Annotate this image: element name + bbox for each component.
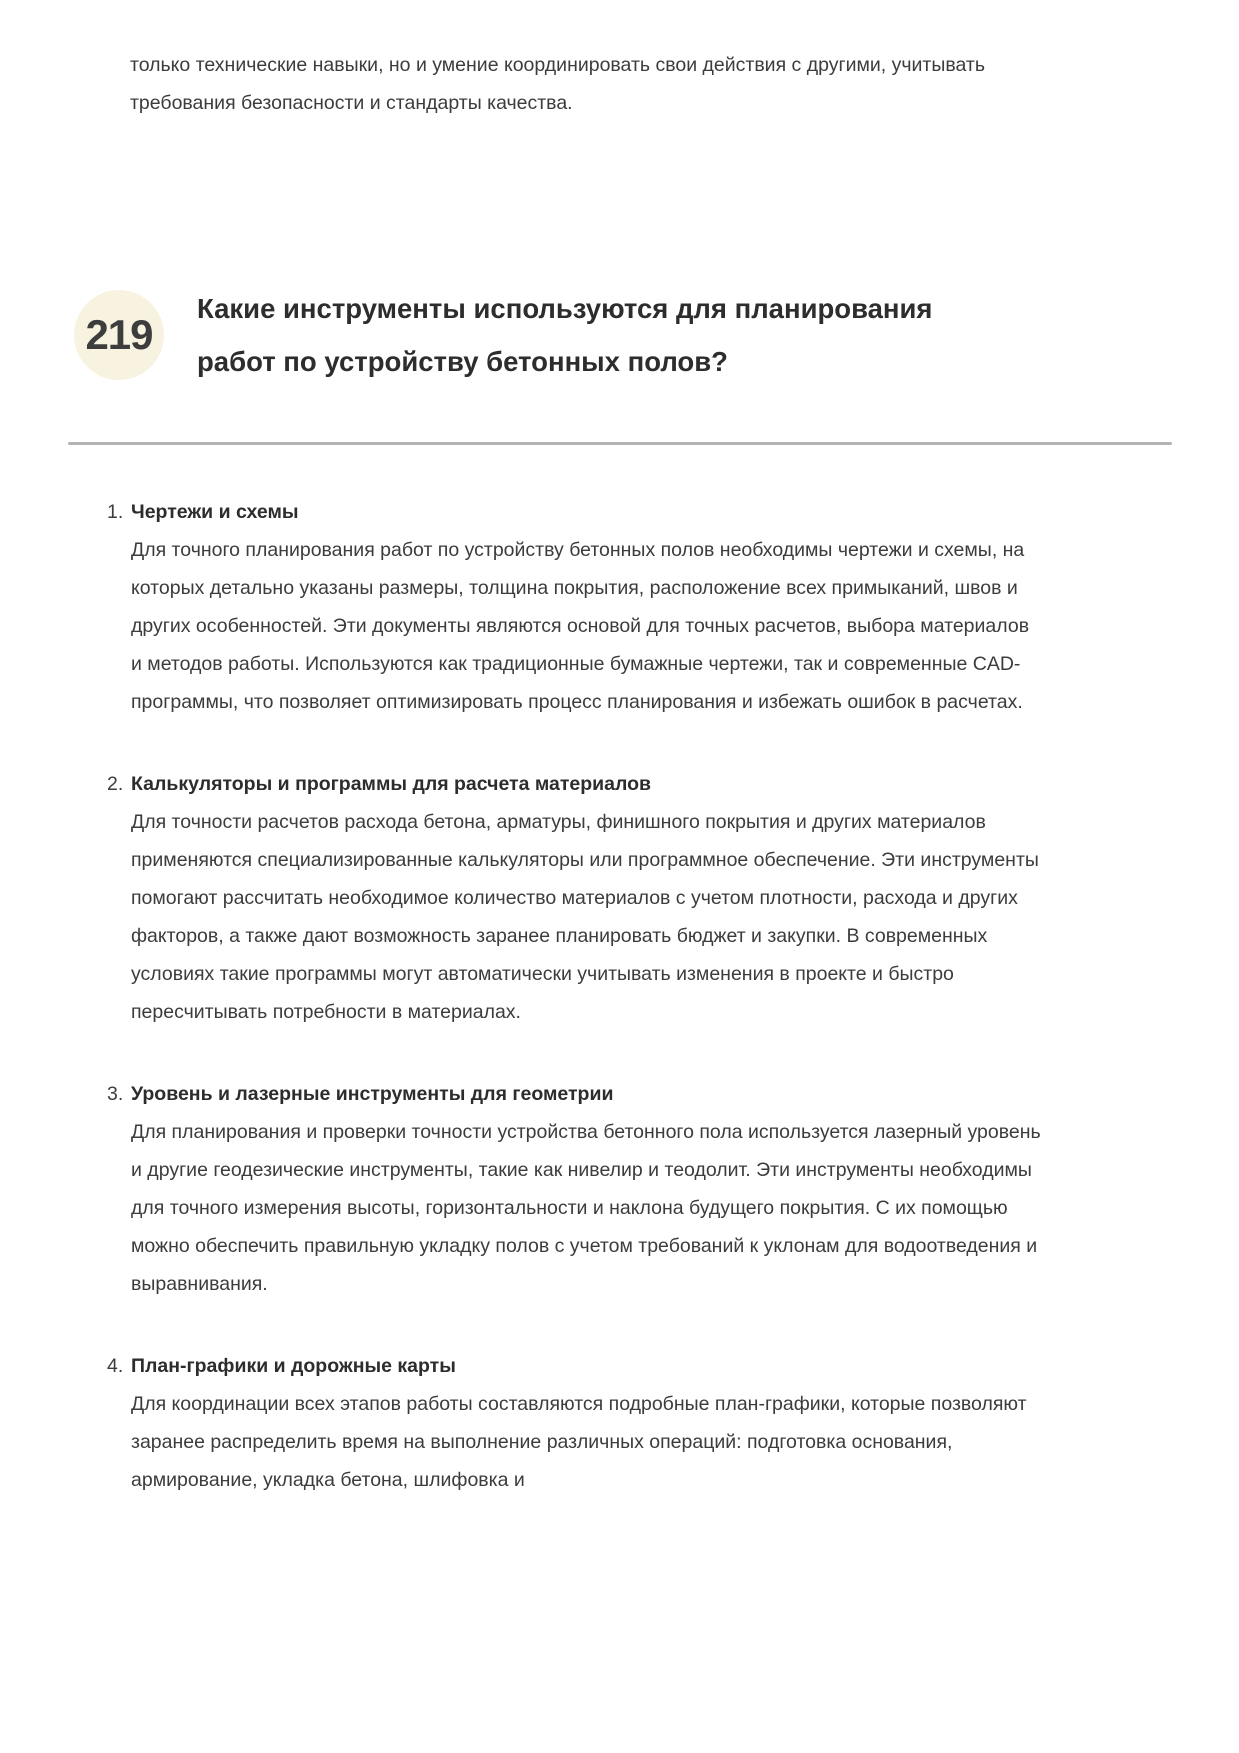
intro-paragraph: только технические навыки, но и умение координировать свои действия с другими, учитывать требования безопасности и стандарты качества. [130, 54, 986, 114]
list-item-text: Для планирования и проверки точности устройства бетонного пола используется лазерный уровень и другие геодезические инструменты, такие как нивелир и теодолит. Эти инструменты необходимы для точного измерения высоты, горизонтальности и наклона будущего покрытия. С их помощью можно обеспечить правильную укладку полов с учетом требований к уклонам для водоотведения и выравнивания. [131, 1121, 1041, 1295]
list-item-title: План-графики и дорожные карты [131, 1355, 456, 1377]
list-item-title: Калькуляторы и программы для расчета материалов [131, 773, 652, 795]
list-item-number: 4. [107, 1355, 124, 1377]
list-item [107, 1075, 1042, 1303]
list-item-number: 1. [107, 501, 124, 523]
list-item [107, 765, 1042, 1031]
list-item-text: Для точного планирования работ по устройству бетонных полов необходимы чертежи и схемы, на которых детально указаны размеры, толщина покрытия, расположение всех примыканий, швов и других особенностей. Эти документы являются основой для точных расчетов, выбора материалов и методов работы. Используются как традиционные бумажные чертежи, так и современные CAD-программы, что позволяет оптимизировать процесс планирования и избежать ошибок в расчетах. [131, 539, 1030, 713]
list-item-text: Для координации всех этапов работы составляются подробные план-графики, которые позволяют заранее распределить время на выполнение различных операций: подготовка основания, армирование, укладка бетона, шлифовка и [131, 1393, 1027, 1491]
list-item-title: Чертежи и схемы [131, 501, 299, 523]
horizontal-divider [68, 442, 1172, 445]
question-number-badge: 219 [74, 290, 164, 380]
question-header [74, 282, 1239, 388]
answer-list [107, 493, 1042, 1499]
question-title: Какие инструменты используются для планирования работ по устройству бетонных полов? [197, 293, 933, 377]
list-item-text: Для точности расчетов расхода бетона, арматуры, финишного покрытия и других материалов применяются специализированные калькуляторы или программное обеспечение. Эти инструменты помогают рассчитать необходимое количество материалов с учетом плотности, расхода и других факторов, а также дают возможность заранее планировать бюджет и закупки. В современных условиях такие программы могут автоматически учитывать изменения в проекте и быстро пересчитывать потребности в материалах. [131, 811, 1039, 1023]
list-item-number: 3. [107, 1083, 124, 1105]
list-item [107, 493, 1042, 721]
list-item-number: 2. [107, 773, 124, 795]
list-item [107, 1347, 1042, 1499]
list-item-title: Уровень и лазерные инструменты для геометрии [131, 1083, 614, 1105]
